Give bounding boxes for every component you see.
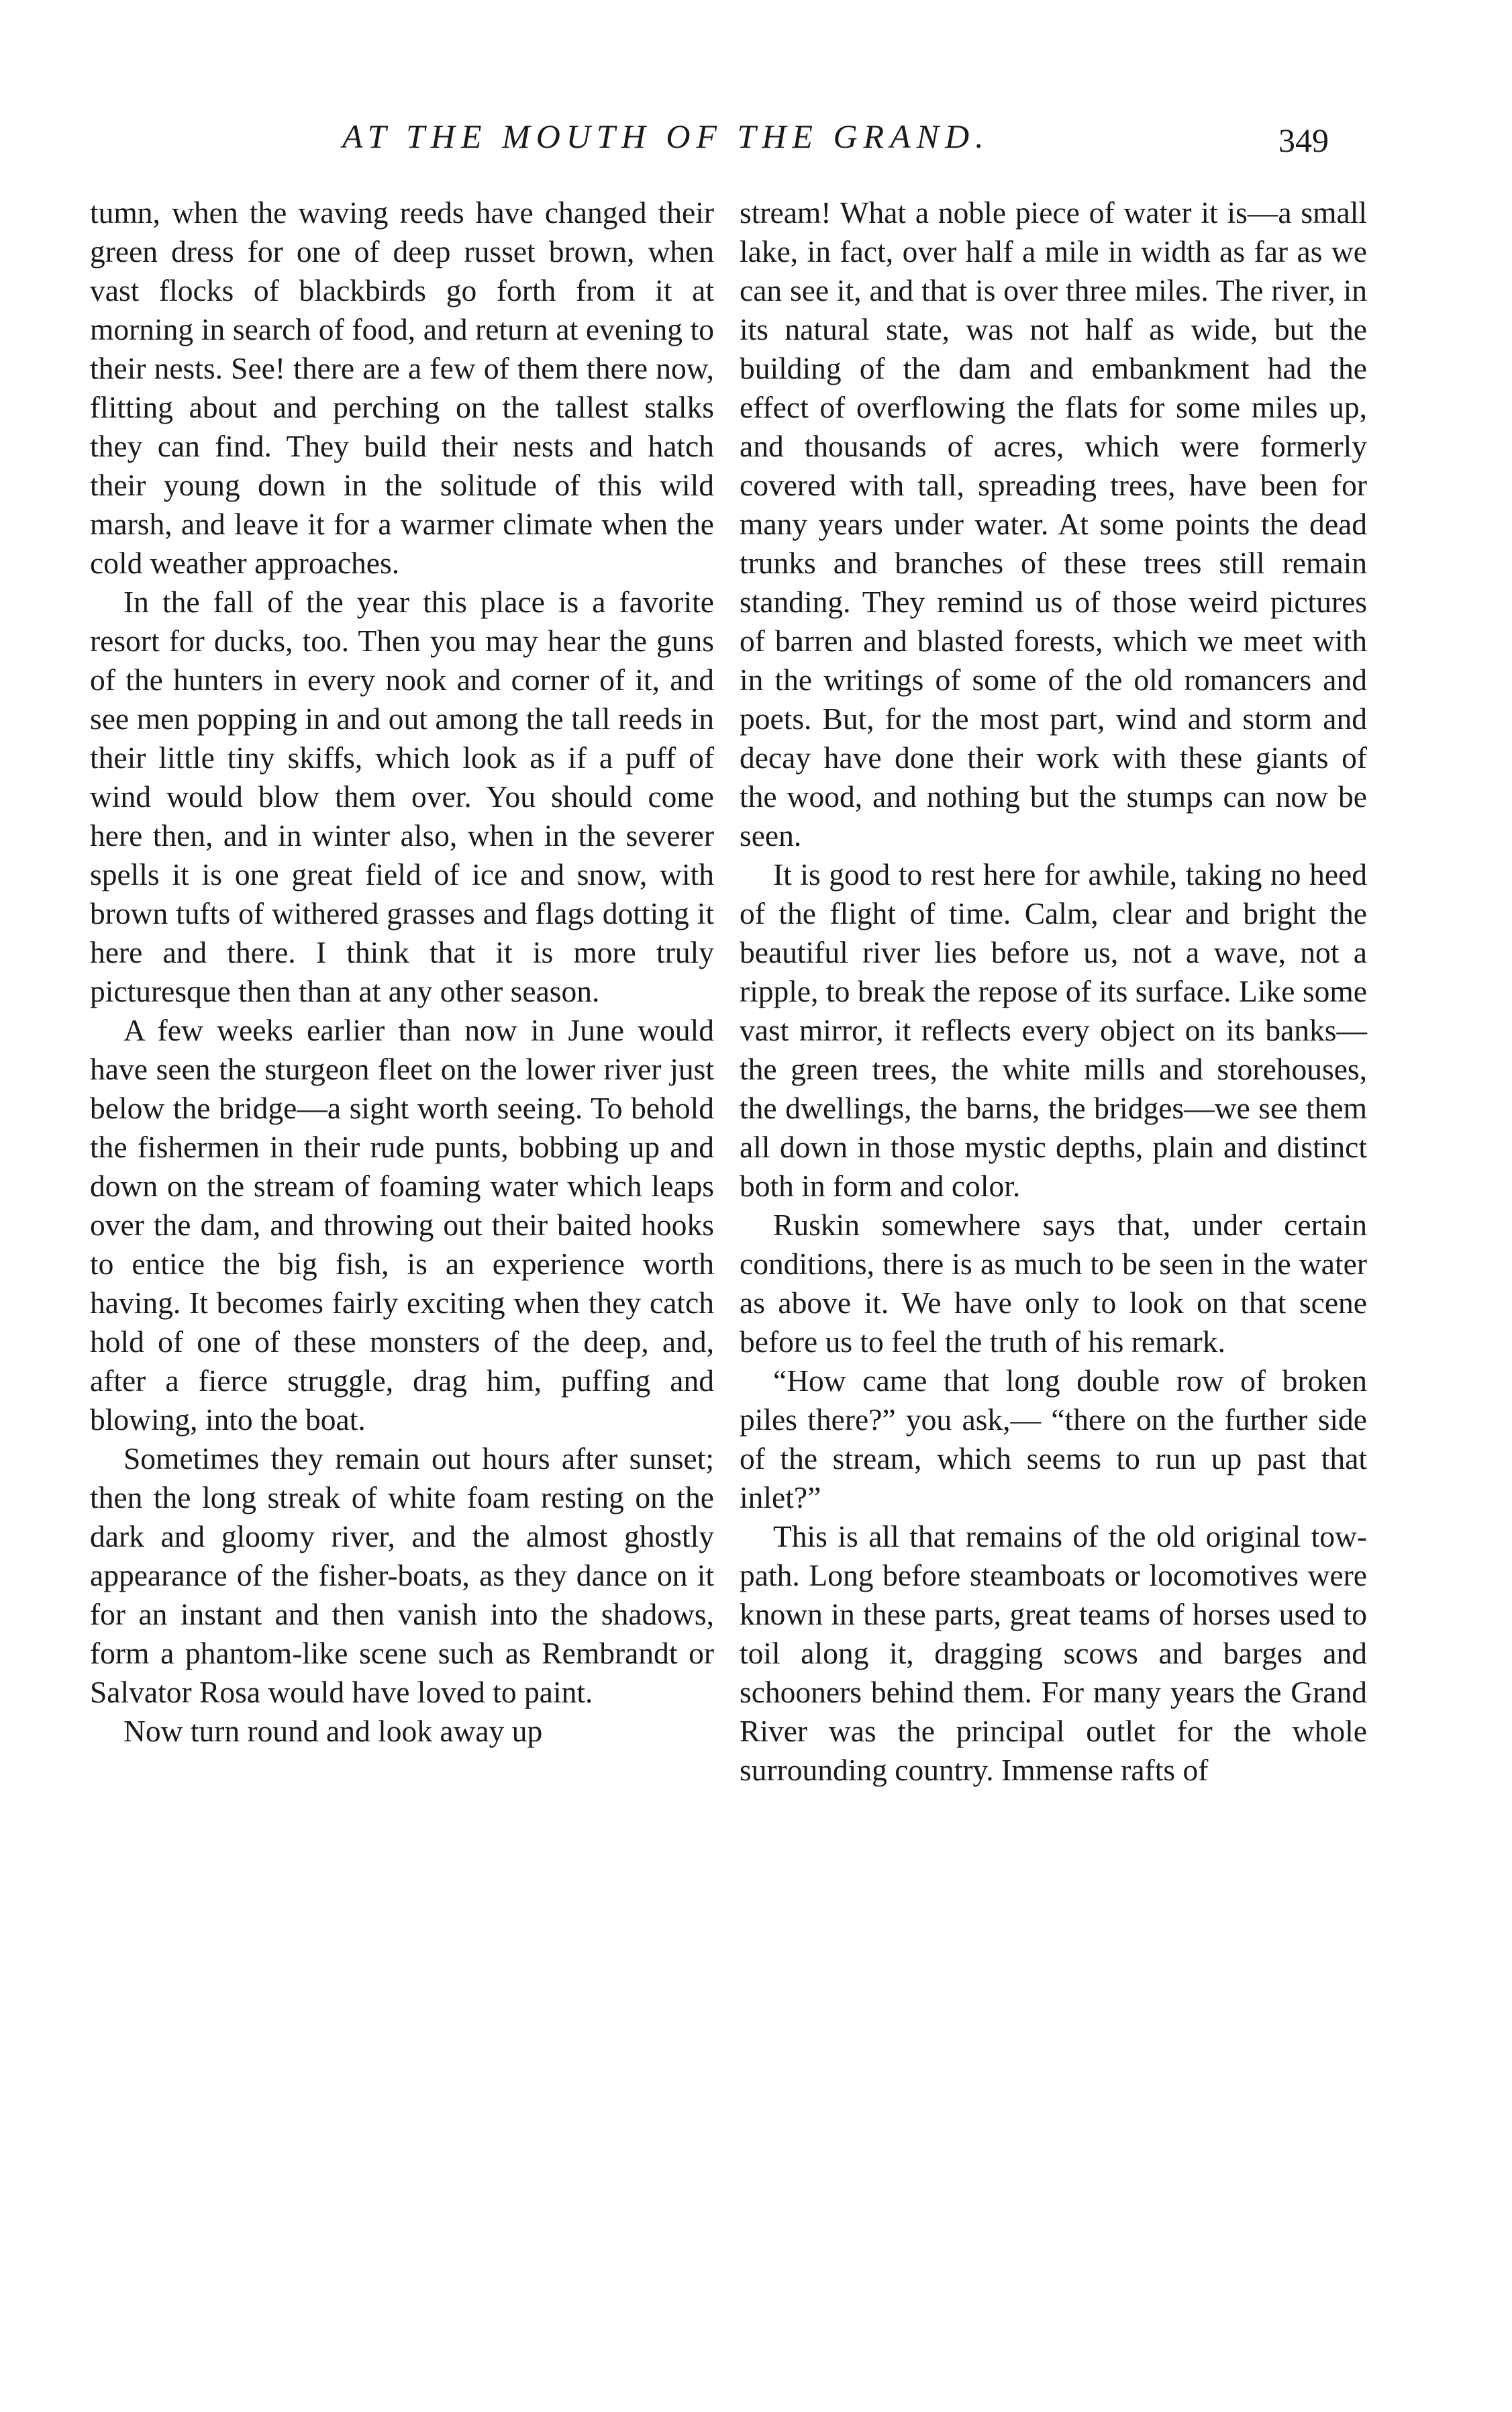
paragraph: tumn, when the waving reeds have changed their green dress for one of deep russet brown, when vast flocks of blackbirds go forth from it at morning in search of food, and return at evening to their nests. See! there are a few of them there now, flitting about and perching on the tallest stalks they can find. They build their nests and hatch their young down in the solitude of this wild marsh, and leave it for a warmer climate when the cold weather approaches.: [90, 195, 714, 580]
paragraph: Now turn round and look away up: [123, 1714, 543, 1748]
running-title: AT THE MOUTH OF THE GRAND.: [342, 117, 990, 155]
paragraph: A few weeks earlier than now in June would have seen the sturgeon fleet on the lower river just below the bridge—a sight worth seeing. To behold the fishermen in their rude punts, bobbing up and down on the stream of foaming water which leaps over the dam, and throwing out their baited hooks to entice the big fish, is an experience worth having. It becomes fairly exciting when they catch hold of one of these monsters of the deep, and, after a fierce struggle, drag him, puffing and blowing, into the boat.: [90, 1013, 714, 1437]
paragraph: stream! What a noble piece of water it is—a small lake, in fact, over half a mile in width as far as we can see it, and that is over three miles. The river, in its natural state, was not half as wide, but the building of the dam and embankment had the effect of overflowing the flats for some miles up, and thousands of acres, which were formerly covered with tall, spreading trees, have been for many years under water. At some points the dead trunks and branches of these trees still remain standing. They remind us of those weird pictures of barren and blasted forests, which we meet with in the writings of some of the old romancers and poets. But, for the most part, wind and storm and decay have done their work with these giants of the wood, and nothing but the stumps can now be seen.: [740, 195, 1367, 853]
paragraph: It is good to rest here for awhile, taking no heed of the flight of time. Calm, clear and bright the beautiful river lies before us, not a wave, not a ripple, to break the repose of its surface. Like some vast mirror, it reflects every object on its banks—the green trees, the white mills and storehouses, the dwellings, the barns, the bridges—we see them all down in those mystic depths, plain and distinct both in form and color.: [740, 857, 1367, 1203]
paragraph: “How came that long double row of broken piles there?” you ask,— “there on the further side of the stream, which seems to run up past that inlet?”: [740, 1363, 1367, 1514]
paragraph: In the fall of the year this place is a favorite resort for ducks, too. Then you may hear the guns of the hunters in every nook and corner of it, and see men popping in and out among the tall reeds in their little tiny skiffs, which look as if a puff of wind would blow them over. You should come here then, and in winter also, when in the severer spells it is one great field of ice and snow, with brown tufts of withered grasses and flags dotting it here and there. I think that it is more truly picturesque then than at any other season.: [90, 585, 714, 1008]
right-column: [740, 193, 1367, 1790]
running-head: [0, 113, 1512, 166]
left-column: [90, 193, 714, 1751]
paragraph: Ruskin somewhere says that, under certain conditions, there is as much to be seen in the water as above it. We have only to look on that scene before us to feel the truth of his remark.: [740, 1208, 1367, 1359]
paragraph: Sometimes they remain out hours after sunset; then the long streak of white foam resting on the dark and gloomy river, and the almost ghostly appearance of the fisher-boats, as they dance on it for an instant and then vanish into the shadows, form a phantom-like scene such as Rembrandt or Salvator Rosa would have loved to paint.: [90, 1441, 714, 1709]
paragraph: This is all that remains of the old original tow-path. Long before steamboats or locomotives were known in these parts, great teams of horses used to toil along it, dragging scows and barges and schooners behind them. For many years the Grand River was the principal outlet for the whole surrounding country. Immense rafts of: [740, 1519, 1367, 1787]
page-number: 349: [1278, 122, 1329, 159]
